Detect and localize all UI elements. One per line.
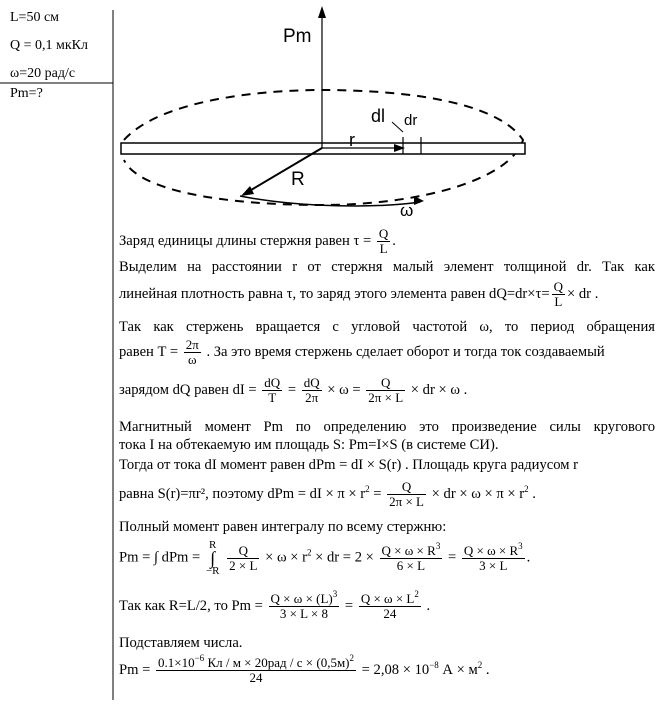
result: = 2,08 × 10 [361, 661, 430, 678]
dq-over-2pi: $\frac{dQ}{2\pi}$ [303, 375, 320, 405]
q-over-2piL: $\frac{Q}{2\pi \times L}$ [368, 375, 404, 405]
dot-6: . [463, 381, 468, 398]
l9-post: . Площадь круга радиусом r [404, 457, 578, 473]
unit: А × м [438, 661, 478, 678]
eq-12: = [447, 549, 457, 566]
line-2: Выделим на расстоянии r от стержня малый элемент толщиной dr. Так как [119, 259, 655, 275]
line-4: Так как стержень вращается с угловой частотой ω, то период обращения [119, 319, 655, 335]
line-5 [119, 338, 655, 367]
line-14: Подставляем числа. [119, 635, 243, 651]
int-body2: × dr = 2 × [315, 549, 374, 566]
l13-pre: Так как R=L/2, то [119, 597, 228, 614]
l5-post: . За это время стержень сделает оборот и тогда ток создаваемый [206, 343, 605, 360]
l3-text: линейная плотность равна τ, то заряд этого элемента равен dQ=dr×τ= [119, 285, 550, 302]
qwr3-over-6L: $\frac{Q \times \omega \times R^3}{6 \times L}$ [381, 540, 441, 573]
sq-1: 2 [365, 483, 370, 494]
eq-13: = [344, 597, 354, 614]
two-pi-over-omega: $\frac{2\pi}{\omega}$ [185, 337, 199, 367]
times-dr: × dr [567, 285, 592, 302]
line-1 [119, 227, 396, 256]
tau-eq: τ = [353, 232, 372, 249]
qwL3-over-3L8: $\frac{Q \times \omega \times (L)^3}{3 \times L \times 8}$ [270, 589, 338, 621]
dl-label: dl [371, 106, 386, 126]
line-8: тока I на обтекаемую им площадь S: Pm=I×S (в системе СИ). [119, 437, 499, 453]
int-body: × ω × r [265, 549, 307, 566]
q-over-l: $\frac{Q}{L}$ [378, 226, 389, 256]
omega-arc [240, 196, 420, 206]
dl-leader [392, 122, 403, 132]
dot-3: . [594, 285, 599, 302]
line-9 [119, 456, 578, 474]
times-omega: × ω = [327, 381, 361, 398]
dot: . [392, 232, 396, 249]
given-omega: ω=20 рад/с [10, 66, 76, 81]
l10-pre: равна S(r)=πr², поэтому dPm = dI × π × r [119, 485, 366, 502]
numeric-fraction: $\frac{0.1\times 10^{-6} Кл / м \times 20рад / с \times (0,5м)^2}{24}$ [158, 653, 354, 685]
sq-3: 2 [306, 547, 312, 558]
R-arrowhead [241, 186, 254, 196]
dot-15: . [485, 661, 490, 678]
given-find: Pm=? [10, 86, 43, 101]
times-dr-omega: × dr × ω [410, 381, 460, 398]
integral-limits: R ∫ −R [205, 539, 220, 577]
omega-label: ω [400, 201, 414, 220]
given-L: L=50 см [10, 10, 60, 25]
l5-pre: равен T = [119, 343, 179, 360]
l12-pre: Pm = ∫ dPm = [119, 549, 201, 566]
dot-10: . [532, 485, 536, 502]
R-label: R [291, 169, 305, 190]
line-10 [119, 480, 536, 509]
pm-eq-2: Pm = [119, 661, 151, 678]
r-label: r [349, 130, 355, 150]
pm-arrowhead [318, 6, 326, 18]
pm-label: Pm [283, 26, 312, 47]
pm-eq: Pm = [231, 597, 263, 614]
q-over-2L: $\frac{Q}{2 \times L}$ [229, 542, 258, 573]
dot-13: . [426, 597, 431, 614]
q-over-l-2: $\frac{Q}{L}$ [553, 279, 563, 309]
l9-pre: Тогда от тока dI момент равен dPm = dI × S(r) [119, 457, 402, 473]
line-3 [119, 280, 598, 309]
l6-pre: зарядом dQ равен dI = [119, 381, 257, 398]
line-7: Магнитный момент Pm по определению это произведение силы кругового [119, 419, 655, 435]
l1-text: Заряд единицы длины стержня равен [119, 232, 350, 249]
line-11: Полный момент равен интегралу по всему стержню: [119, 519, 447, 535]
line-13 [119, 589, 431, 621]
qwL2-over-24: $\frac{Q \times \omega \times L^2}{24}$ [360, 589, 419, 621]
sq-2: 2 [524, 483, 529, 494]
sq-u: 2 [477, 659, 483, 670]
l10-tail: × dr × ω × π × r [431, 485, 525, 502]
exp-m8: −8 [429, 659, 439, 670]
dq-over-t: $\frac{dQ}{T}$ [264, 375, 281, 405]
given-Q: Q = 0,1 мкКл [10, 38, 88, 53]
qwr3-over-3L: $\frac{Q \times \omega \times R^3}{3 \times L}$ [463, 540, 523, 573]
eq-10: = [373, 485, 382, 502]
omega-arrowhead [414, 196, 424, 205]
dr-label: dr [404, 112, 418, 129]
line-12 [119, 540, 530, 576]
dot-12: . [526, 549, 531, 566]
eq-1: = [287, 381, 297, 398]
line-15 [119, 653, 490, 685]
line-6 [119, 376, 467, 405]
q-over-2piL-2: $\frac{Q}{2\pi \times L}$ [389, 479, 424, 509]
